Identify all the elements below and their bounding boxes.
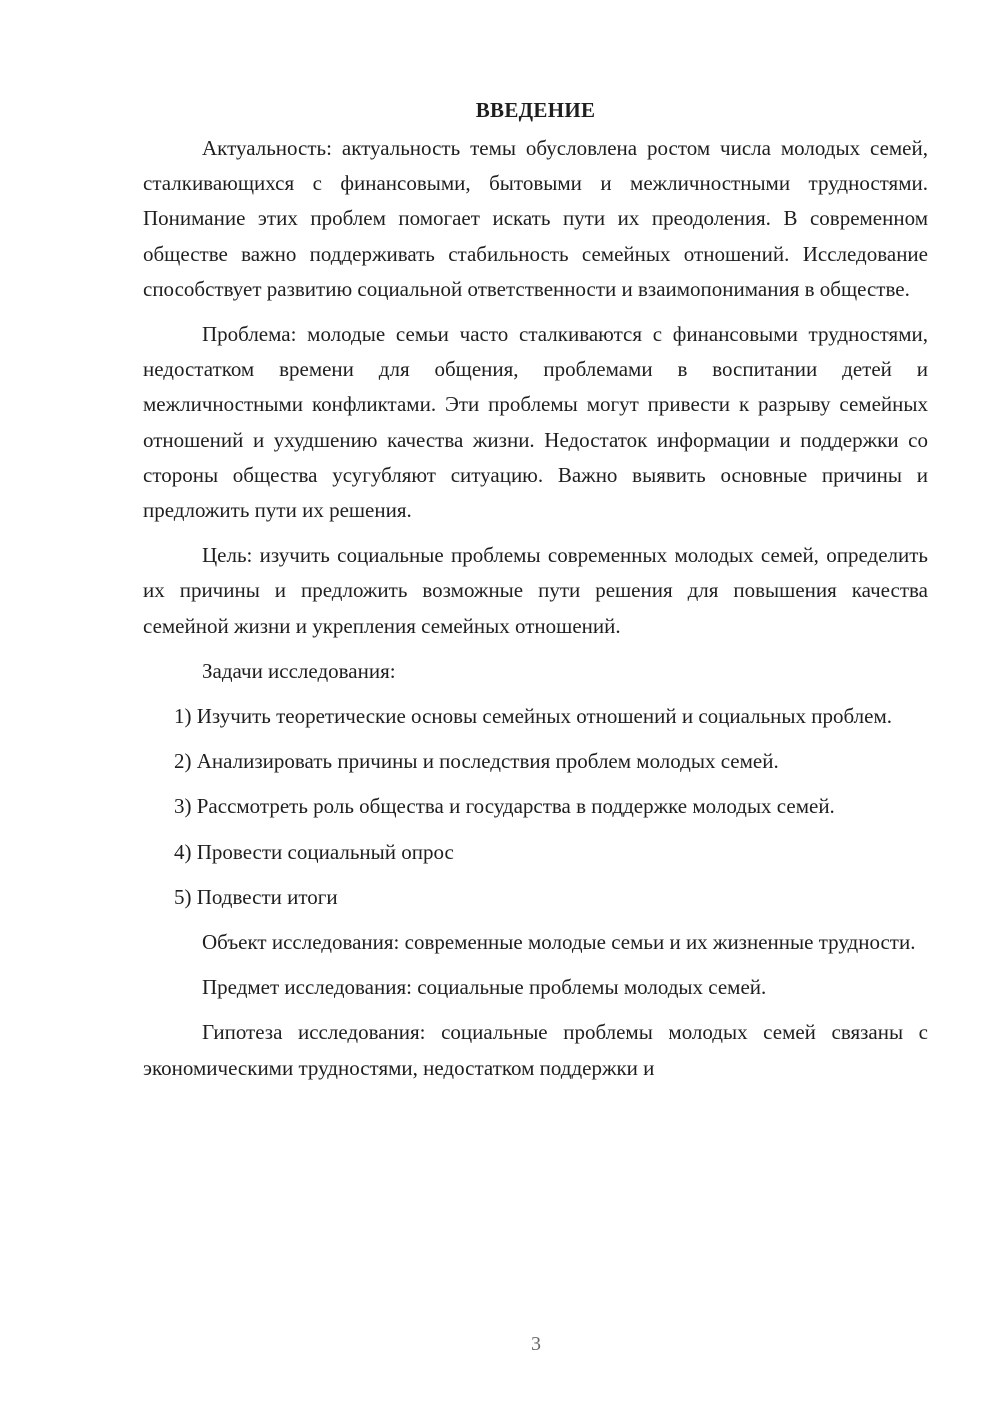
task-item-2: 2) Анализировать причины и последствия проблем молодых семей. [174, 749, 779, 774]
problem-paragraph: Проблема: молодые семьи часто сталкиваются с финансовыми трудностями, недостатком времени для общения, проблемами в воспитании детей и межличностными конфликтами. Эти проблемы могут привести к разрыву семейных отношений и ухудшению качества жизни. Недостаток информации и поддержки со стороны общества усугубляют ситуацию. Важно выявить основные причины и предложить пути их решения. [143, 322, 928, 523]
task-item-5: 5) Подвести итоги [174, 884, 338, 909]
hypothesis-paragraph: Гипотеза исследования: социальные проблемы молодых семей связаны с экономическими трудностями, недостатком поддержки и [143, 1020, 928, 1080]
relevance-paragraph: Актуальность: актуальность темы обусловлена ростом числа молодых семей, сталкивающихся с финансовыми, бытовыми и межличностными трудностями. Понимание этих проблем помогает искать пути их преодоления. В современном обществе важно поддерживать стабильность семейных отношений. Исследование способствует развитию социальной ответственности и взаимопонимания в обществе. [143, 136, 928, 301]
tasks-heading: Задачи исследования: [202, 658, 396, 683]
page-number: 3 [531, 1333, 541, 1355]
page-title: ВВЕДЕНИЕ [475, 98, 596, 122]
task-item-4: 4) Провести социальный опрос [174, 839, 454, 864]
page-content [143, 92, 928, 1096]
task-item-3: 3) Рассмотреть роль общества и государства в поддержке молодых семей. [174, 794, 835, 819]
object-paragraph: Объект исследования: современные молодые семьи и их жизненные трудности. [202, 930, 916, 955]
goal-paragraph: Цель: изучить социальные проблемы современных молодых семей, определить их причины и предложить возможные пути решения для повышения качества семейной жизни и укрепления семейных отношений. [143, 543, 928, 638]
task-item-1: 1) Изучить теоретические основы семейных отношений и социальных проблем. [174, 704, 893, 729]
subject-paragraph: Предмет исследования: социальные проблемы молодых семей. [202, 975, 767, 1000]
